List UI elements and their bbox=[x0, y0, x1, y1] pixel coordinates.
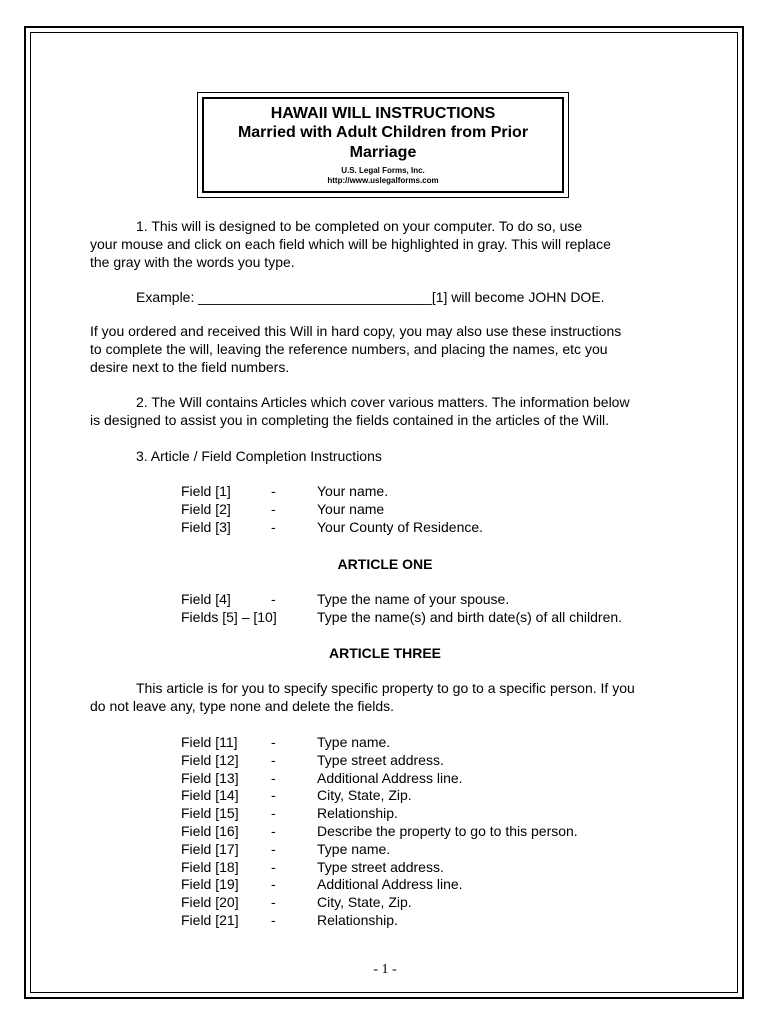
field-dash: - bbox=[271, 734, 276, 750]
field-label: Field [18] bbox=[181, 858, 239, 875]
field-description: Type the name(s) and birth date(s) of all children. bbox=[317, 609, 623, 625]
field-label: Field [2] bbox=[181, 501, 231, 517]
field-description: Relationship. bbox=[317, 912, 398, 928]
field-dash: - bbox=[271, 805, 276, 822]
hardcopy-line1: If you ordered and received this Will in hard copy, you may also use these instructions bbox=[90, 323, 622, 339]
field-description: Additional Address line. bbox=[317, 769, 463, 786]
section1-line3: the gray with the words you type. bbox=[90, 254, 295, 270]
field-label: Field [13] bbox=[181, 769, 239, 786]
field-dash: - bbox=[271, 858, 276, 875]
field-label: Fields [5] – [10] bbox=[181, 609, 277, 625]
field-dash: - bbox=[271, 876, 276, 893]
field-dash: - bbox=[271, 501, 276, 517]
hardcopy-line2: to complete the will, leaving the reference numbers, and placing the names, etc you bbox=[90, 341, 608, 357]
document-subtitle-line2: Marriage bbox=[349, 144, 417, 161]
article-one-heading: ARTICLE ONE bbox=[337, 556, 433, 572]
field-description: Type street address. bbox=[317, 751, 444, 768]
field-description: Your County of Residence. bbox=[317, 519, 484, 535]
field-dash: - bbox=[271, 591, 276, 607]
document-title: HAWAII WILL INSTRUCTIONS bbox=[270, 105, 496, 122]
field-dash: - bbox=[271, 912, 276, 928]
document-subtitle-line1: Married with Adult Children from Prior bbox=[237, 124, 529, 141]
field-dash: - bbox=[271, 823, 276, 839]
hardcopy-line3: desire next to the field numbers. bbox=[90, 359, 290, 375]
field-dash: - bbox=[271, 751, 276, 768]
example-line: Example: ______________________________[1] will become JOHN DOE. bbox=[136, 289, 605, 305]
section2-line1: 2. The Will contains Articles which cover various matters. The information below bbox=[136, 394, 630, 410]
field-label: Field [3] bbox=[181, 519, 231, 535]
field-description: City, State, Zip. bbox=[317, 787, 412, 804]
company-url: http://www.uslegalforms.com bbox=[327, 176, 439, 185]
section2-line2: is designed to assist you in completing the fields contained in the articles of the Will. bbox=[90, 412, 610, 428]
section1-line1: 1. This will is designed to be completed on your computer. To do so, use bbox=[136, 218, 583, 234]
title-box bbox=[202, 97, 564, 193]
field-description: Describe the property to go to this person. bbox=[317, 823, 578, 839]
company-name: U.S. Legal Forms, Inc. bbox=[341, 166, 425, 175]
field-dash: - bbox=[271, 894, 276, 911]
field-dash: - bbox=[271, 769, 276, 786]
field-label: Field [1] bbox=[181, 483, 231, 499]
field-description: Your name bbox=[317, 501, 385, 517]
field-label: Field [11] bbox=[181, 734, 238, 750]
field-label: Field [4] bbox=[181, 591, 231, 607]
field-label: Field [15] bbox=[181, 805, 239, 822]
field-description: Additional Address line. bbox=[317, 876, 463, 893]
field-description: Type the name of your spouse. bbox=[317, 591, 510, 607]
field-description: Your name. bbox=[317, 483, 389, 499]
field-label: Field [21] bbox=[181, 912, 239, 928]
field-label: Field [16] bbox=[181, 823, 239, 839]
field-dash: - bbox=[271, 483, 276, 499]
article-three-heading: ARTICLE THREE bbox=[329, 645, 441, 661]
section3-heading: 3. Article / Field Completion Instructions bbox=[136, 448, 382, 464]
field-label: Field [14] bbox=[181, 787, 239, 804]
field-dash: - bbox=[271, 840, 276, 857]
field-label: Field [20] bbox=[181, 894, 239, 911]
field-dash: - bbox=[271, 787, 276, 804]
field-dash: - bbox=[271, 519, 276, 535]
field-label: Field [19] bbox=[181, 876, 239, 893]
field-label: Field [17] bbox=[181, 840, 239, 857]
field-description: Type name. bbox=[317, 840, 391, 857]
article-three-intro-line2: do not leave any, type none and delete the fields. bbox=[90, 698, 395, 714]
article-three-intro-line1: This article is for you to specify specific property to go to a specific person. If you bbox=[136, 680, 635, 696]
field-description: Type name. bbox=[317, 734, 391, 750]
field-description: Type street address. bbox=[317, 858, 444, 875]
field-description: Relationship. bbox=[317, 805, 398, 822]
field-label: Field [12] bbox=[181, 751, 239, 768]
section1-line2: your mouse and click on each field which will be highlighted in gray. This will replace bbox=[90, 236, 611, 252]
page-number: - 1 - bbox=[373, 962, 397, 977]
field-description: City, State, Zip. bbox=[317, 894, 412, 911]
